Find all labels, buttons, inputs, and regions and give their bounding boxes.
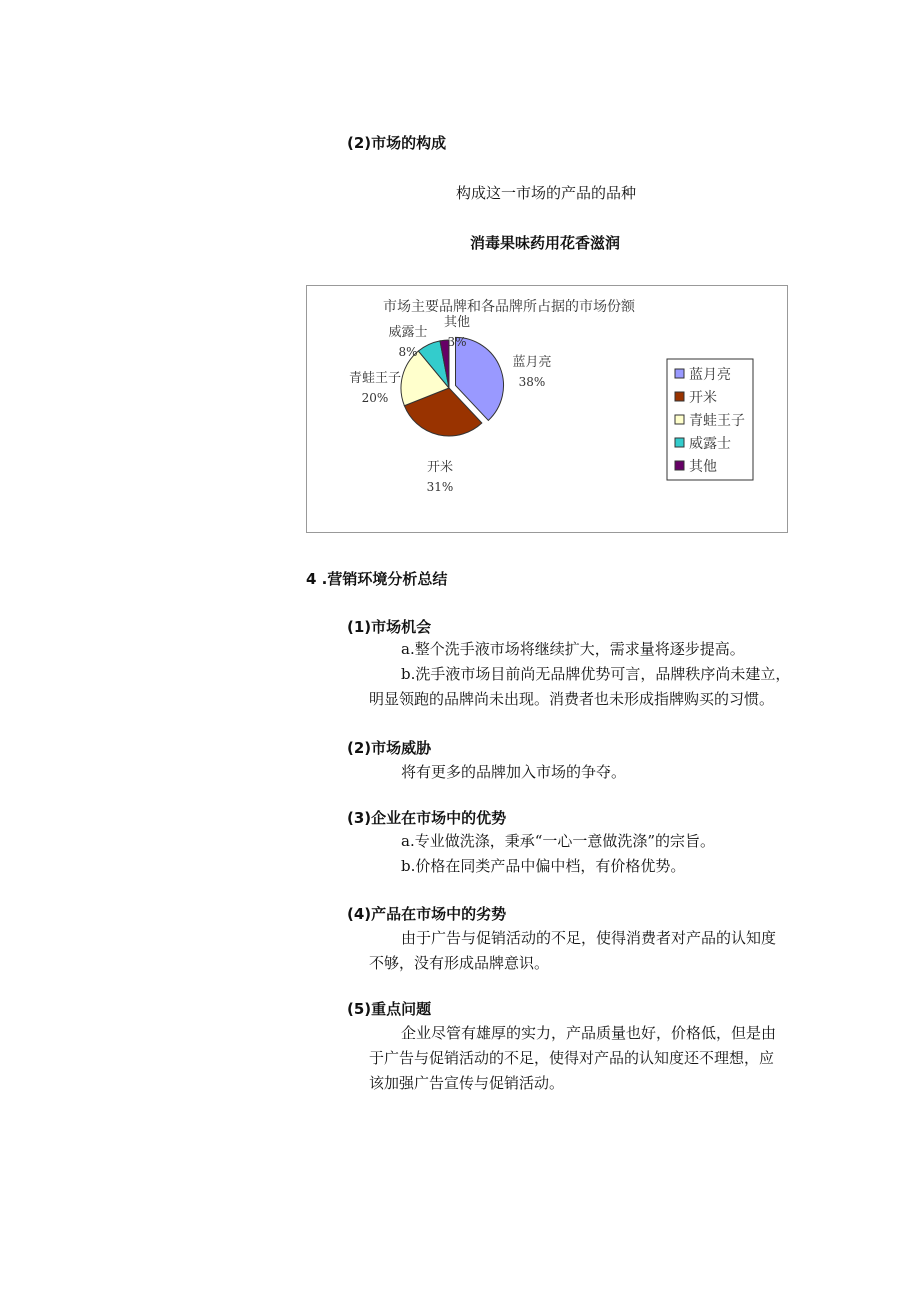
slice-label-name-4: 威露士 [388,325,428,340]
legend-swatch-3 [675,415,684,424]
key-issue-line-3: 该加强广告宣传与促销活动。 [369,1074,565,1092]
slice-label-value-4: 8% [398,345,418,359]
legend-label-1: 蓝月亮 [689,367,731,383]
weakness-line-2: 不够，没有形成品牌意识。 [369,954,550,972]
legend-swatch-2 [675,392,684,401]
slice-label-name-3: 青蛙王子 [348,371,402,386]
key-issue-line-2: 于广告与促销活动的不足，使得对产品的认知度还不理想，应 [369,1049,775,1067]
market-share-chart [306,285,788,533]
slice-label-value-1: 38% [518,375,546,389]
slice-label-name-1: 蓝月亮 [512,355,552,370]
chart-title: 市场主要品牌和各品牌所占据的市场份额 [383,299,635,315]
threat-heading: (2)市场威胁 [347,739,432,757]
market-share-pie-svg [307,286,787,532]
legend-label-2: 开米 [689,390,717,406]
opportunity-line-b1: b.洗手液市场目前尚无品牌优势可言，品牌秩序尚未建立， [401,665,791,683]
slice-label-value-5: 3% [447,335,467,349]
legend-label-4: 威露士 [689,436,731,452]
strength-line-b: b.价格在同类产品中偏中档，有价格优势。 [401,857,686,875]
legend-swatch-1 [675,369,684,378]
weakness-heading: (4)产品在市场中的劣势 [347,905,507,923]
product-types: 消毒果味药用花香滋润 [470,234,621,252]
opportunity-line-a: a.整个洗手液市场将继续扩大，需求量将逐步提高。 [401,640,745,658]
slice-label-name-2: 开米 [426,460,454,475]
slice-label-name-5: 其他 [443,315,471,330]
opportunity-line-b2: 明显领跑的品牌尚未出现。消费者也未形成指牌购买的习惯。 [369,690,775,708]
key-issue-line-1: 企业尽管有雄厚的实力，产品质量也好，价格低，但是由 [401,1024,777,1042]
opportunity-heading: (1)市场机会 [347,618,432,636]
market-composition-heading: (2)市场的构成 [347,134,447,152]
summary-heading: 4 .营销环境分析总结 [306,570,448,588]
market-composition-subtitle: 构成这一市场的产品的品种 [456,184,637,202]
legend-label-3: 青蛙王子 [689,413,745,429]
legend-swatch-4 [675,438,684,447]
legend-label-5: 其他 [689,459,717,475]
key-issue-heading: (5)重点问题 [347,1000,432,1018]
slice-label-value-2: 31% [426,480,454,494]
legend-swatch-5 [675,461,684,470]
strength-heading: (3)企业在市场中的优势 [347,809,507,827]
threat-line: 将有更多的品牌加入市场的争夺。 [401,763,627,781]
weakness-line-1: 由于广告与促销活动的不足，使得消费者对产品的认知度 [401,929,777,947]
slice-label-value-3: 20% [361,391,389,405]
strength-line-a: a.专业做洗涤，秉承“一心一意做洗涤”的宗旨。 [401,832,716,850]
